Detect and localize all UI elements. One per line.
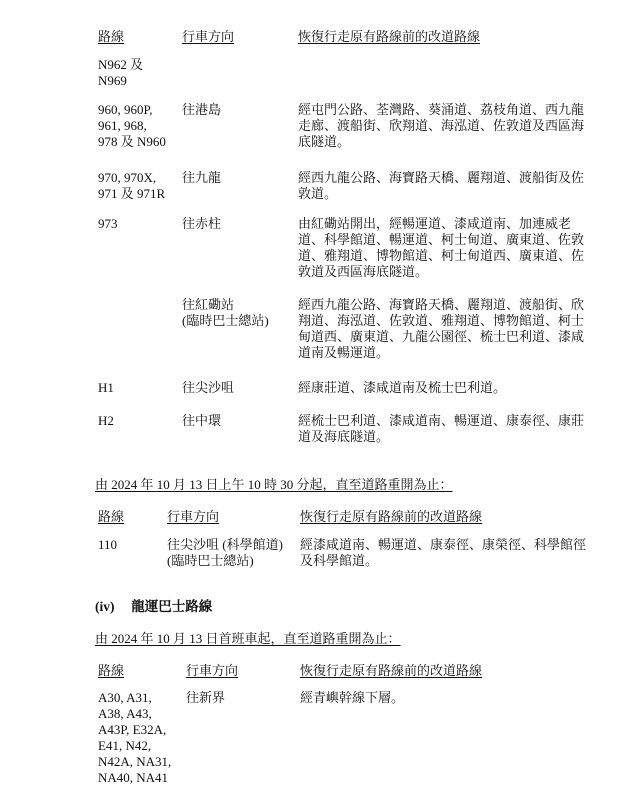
table2-header-diversion: 恢復行走原有路線前的改道路線 — [300, 509, 483, 524]
route-cell: A30, A31, A38, A43, A43P, E32A, E41, N42, N42A, NA31, NA40, NA41 — [98, 690, 172, 785]
route-cell: 970, 970X, 971 及 971R — [98, 170, 166, 201]
diversion-cell: 經青嶼幹線下層。 — [300, 690, 405, 705]
route-cell: 973 — [98, 216, 118, 231]
effective-period-heading: 由 2024 年 10 月 13 日首班車起，直至道路重開為止： — [95, 631, 401, 646]
table3-header-direction: 行車方向 — [186, 663, 239, 678]
table2-header-direction: 行車方向 — [167, 509, 220, 524]
table3-header-diversion: 恢復行走原有路線前的改道路線 — [300, 663, 483, 678]
direction-cell: 往尖沙咀 — [182, 380, 235, 395]
route-cell: H2 — [98, 413, 114, 428]
section-number: (iv) — [95, 599, 115, 614]
diversion-cell: 經西九龍公路、海寶路天橋、麗翔道、渡船街及佐 敦道。 — [298, 170, 585, 201]
direction-cell: 往九龍 — [182, 170, 222, 185]
route-cell: 110 — [98, 537, 118, 552]
route-cell: N962 及 N969 — [98, 57, 144, 88]
direction-cell: 往尖沙咀 (科學館道) (臨時巴士總站) — [167, 537, 283, 568]
diversion-cell: 由紅磡站開出，經暢運道、漆咸道南、加連威老 道、科學館道、暢運道、柯士甸道、廣東道、佐敦 道、雅翔道、博物館道、柯士甸道西、廣東道、佐 敦道及西區海底隧道。 — [298, 216, 585, 279]
section-name: 龍運巴士路線 — [131, 599, 213, 614]
direction-cell: 往中環 — [182, 413, 222, 428]
direction-cell: 往港島 — [182, 102, 222, 117]
diversion-cell: 經屯門公路、荃灣路、葵涌道、荔枝角道、西九龍 走廊、渡船街、欣翔道、海泓道、佐敦道及西區海 底隧道。 — [298, 102, 585, 149]
route-cell: 960, 960P, 961, 968, 978 及 N960 — [98, 102, 166, 149]
section-title — [95, 599, 212, 615]
table1-header-diversion: 恢復行走原有路線前的改道路線 — [298, 29, 481, 44]
direction-cell: 往赤柱 — [182, 216, 222, 231]
diversion-cell: 經漆咸道南、暢運道、康泰徑、康榮徑、科學館徑 及科學館道。 — [300, 537, 587, 568]
table3-header-route: 路線 — [98, 663, 125, 678]
direction-cell: 往紅磡站 (臨時巴士總站) — [182, 297, 269, 328]
direction-cell: 往新界 — [186, 690, 226, 705]
effective-period-heading: 由 2024 年 10 月 13 日上午 10 時 30 分起，直至道路重開為止： — [95, 477, 453, 492]
table1-header-direction: 行車方向 — [182, 29, 235, 44]
diversion-cell: 經梳士巴利道、漆咸道南、暢運道、康泰徑、康莊 道及海底隧道。 — [298, 413, 585, 444]
diversion-cell: 經康莊道、漆咸道南及梳士巴利道。 — [298, 380, 507, 395]
diversion-cell: 經西九龍公路、海寶路天橋、麗翔道、渡船街、欣 翔道、海泓道、佐敦道、雅翔道、博物館道、柯士 甸道西、廣東道、九龍公園徑、梳士巴利道、漆咸 道南及暢運道。 — [298, 297, 585, 360]
table1-header-route: 路線 — [98, 29, 125, 44]
table2-header-route: 路線 — [98, 509, 125, 524]
route-cell: H1 — [98, 380, 114, 395]
